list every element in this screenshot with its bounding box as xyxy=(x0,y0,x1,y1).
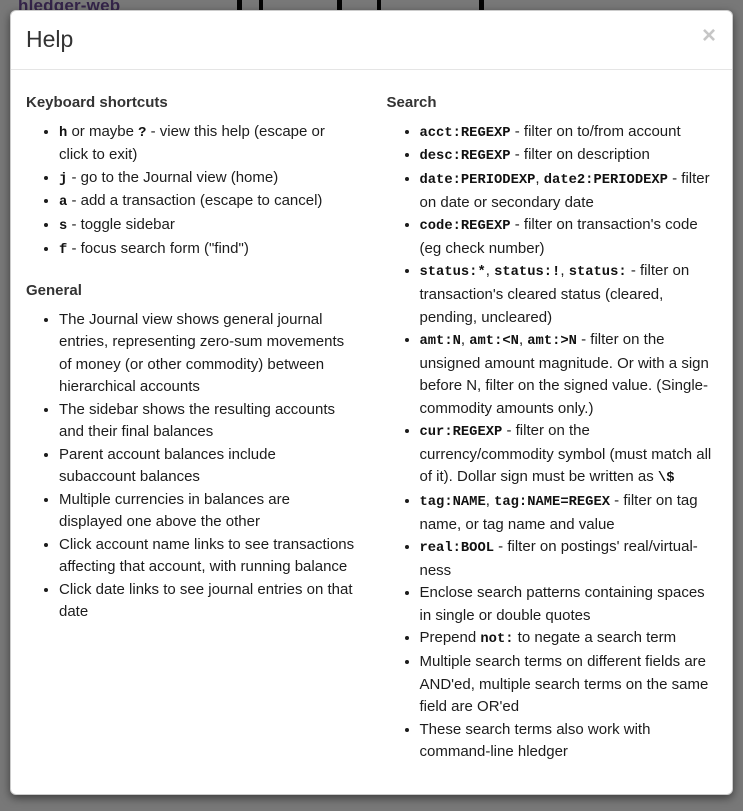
code-token: \$ xyxy=(657,471,675,487)
code-token: tag:NAME xyxy=(419,495,486,511)
modal-body xyxy=(11,70,732,789)
list-item: • The sidebar shows the resulting accounts and their final balances xyxy=(59,399,357,444)
help-modal xyxy=(10,10,733,795)
code-token: amt:>N xyxy=(527,334,577,350)
help-column-right xyxy=(372,74,733,774)
section-heading: Search xyxy=(386,93,437,111)
code-token: date2:PERIODEXP xyxy=(543,172,668,188)
list-item: • amt:N, amt:<N, amt:>N - filter on the unsigned amount magnitude. Or with a sign before N, filter on the signed value. (Single-commodity amounts only.) xyxy=(420,329,718,420)
code-token: code:REGEXP xyxy=(419,219,511,235)
list-item: • h or maybe ? - view this help (escape or click to exit) xyxy=(59,121,357,167)
code-token: status:* xyxy=(419,265,486,281)
code-token: tag:NAME=REGEX xyxy=(494,495,611,511)
list-item: • Multiple currencies in balances are displayed one above the other xyxy=(59,489,357,534)
bullet-list xyxy=(26,121,357,262)
help-column-left xyxy=(11,74,372,634)
code-token: date:PERIODEXP xyxy=(419,172,536,188)
list-item: • Click account name links to see transactions affecting that account, with running balance xyxy=(59,534,357,579)
section-heading: General xyxy=(26,281,82,299)
code-token: acct:REGEXP xyxy=(419,125,511,141)
list-item: • The Journal view shows general journal entries, representing zero-sum movements of money (or other commodity) between hierarchical accounts xyxy=(59,309,357,399)
list-item: • desc:REGEXP - filter on description xyxy=(420,144,718,168)
code-token: f xyxy=(59,242,68,258)
list-item: • tag:NAME, tag:NAME=REGEX - filter on tag name, or tag name and value xyxy=(420,490,718,536)
list-item: • These search terms also work with command-line hledger xyxy=(420,719,718,764)
close-icon[interactable]: × xyxy=(701,22,716,49)
list-item: • cur:REGEXP - filter on the currency/commodity symbol (must match all of it). Dollar sign must be written as \$ xyxy=(420,420,718,490)
list-item: • a - add a transaction (escape to cancel) xyxy=(59,190,357,214)
code-token: s xyxy=(59,219,68,235)
list-item: • date:PERIODEXP, date2:PERIODEXP - filter on date or secondary date xyxy=(420,168,718,214)
code-token: not: xyxy=(480,632,514,648)
list-item: • Multiple search terms on different fields are AND'ed, multiple search terms on the same field are OR'ed xyxy=(420,651,718,719)
code-token: status:! xyxy=(494,265,561,281)
code-token: h xyxy=(59,125,68,141)
code-token: ? xyxy=(138,125,147,141)
bullet-list xyxy=(26,309,357,624)
code-token: j xyxy=(59,171,68,187)
code-token: amt:N xyxy=(419,334,461,350)
code-token: a xyxy=(59,195,68,211)
list-item: • Prepend not: to negate a search term xyxy=(420,627,718,651)
list-item: • real:BOOL - filter on postings' real/virtual-ness xyxy=(420,536,718,582)
list-item: • s - toggle sidebar xyxy=(59,214,357,238)
list-item: • j - go to the Journal view (home) xyxy=(59,167,357,191)
modal-header xyxy=(11,11,732,70)
list-item: • acct:REGEXP - filter on to/from account xyxy=(420,121,718,145)
code-token: amt:<N xyxy=(469,334,519,350)
code-token: desc:REGEXP xyxy=(419,149,511,165)
list-item: • code:REGEXP - filter on transaction's code (eg check number) xyxy=(420,214,718,260)
list-item: • Click date links to see journal entries on that date xyxy=(59,579,357,624)
modal-title: Help xyxy=(26,26,74,52)
code-token: real:BOOL xyxy=(419,541,495,557)
code-token: status: xyxy=(568,265,627,281)
list-item: • Enclose search patterns containing spaces in single or double quotes xyxy=(420,582,718,627)
section-heading: Keyboard shortcuts xyxy=(26,93,168,111)
list-item: • status:*, status:!, status: - filter on transaction's cleared status (cleared, pending, uncleared) xyxy=(420,260,718,329)
list-item: • f - focus search form ("find") xyxy=(59,238,357,262)
code-token: cur:REGEXP xyxy=(419,425,503,441)
bullet-list xyxy=(387,121,718,764)
list-item: • Parent account balances include subaccount balances xyxy=(59,444,357,489)
